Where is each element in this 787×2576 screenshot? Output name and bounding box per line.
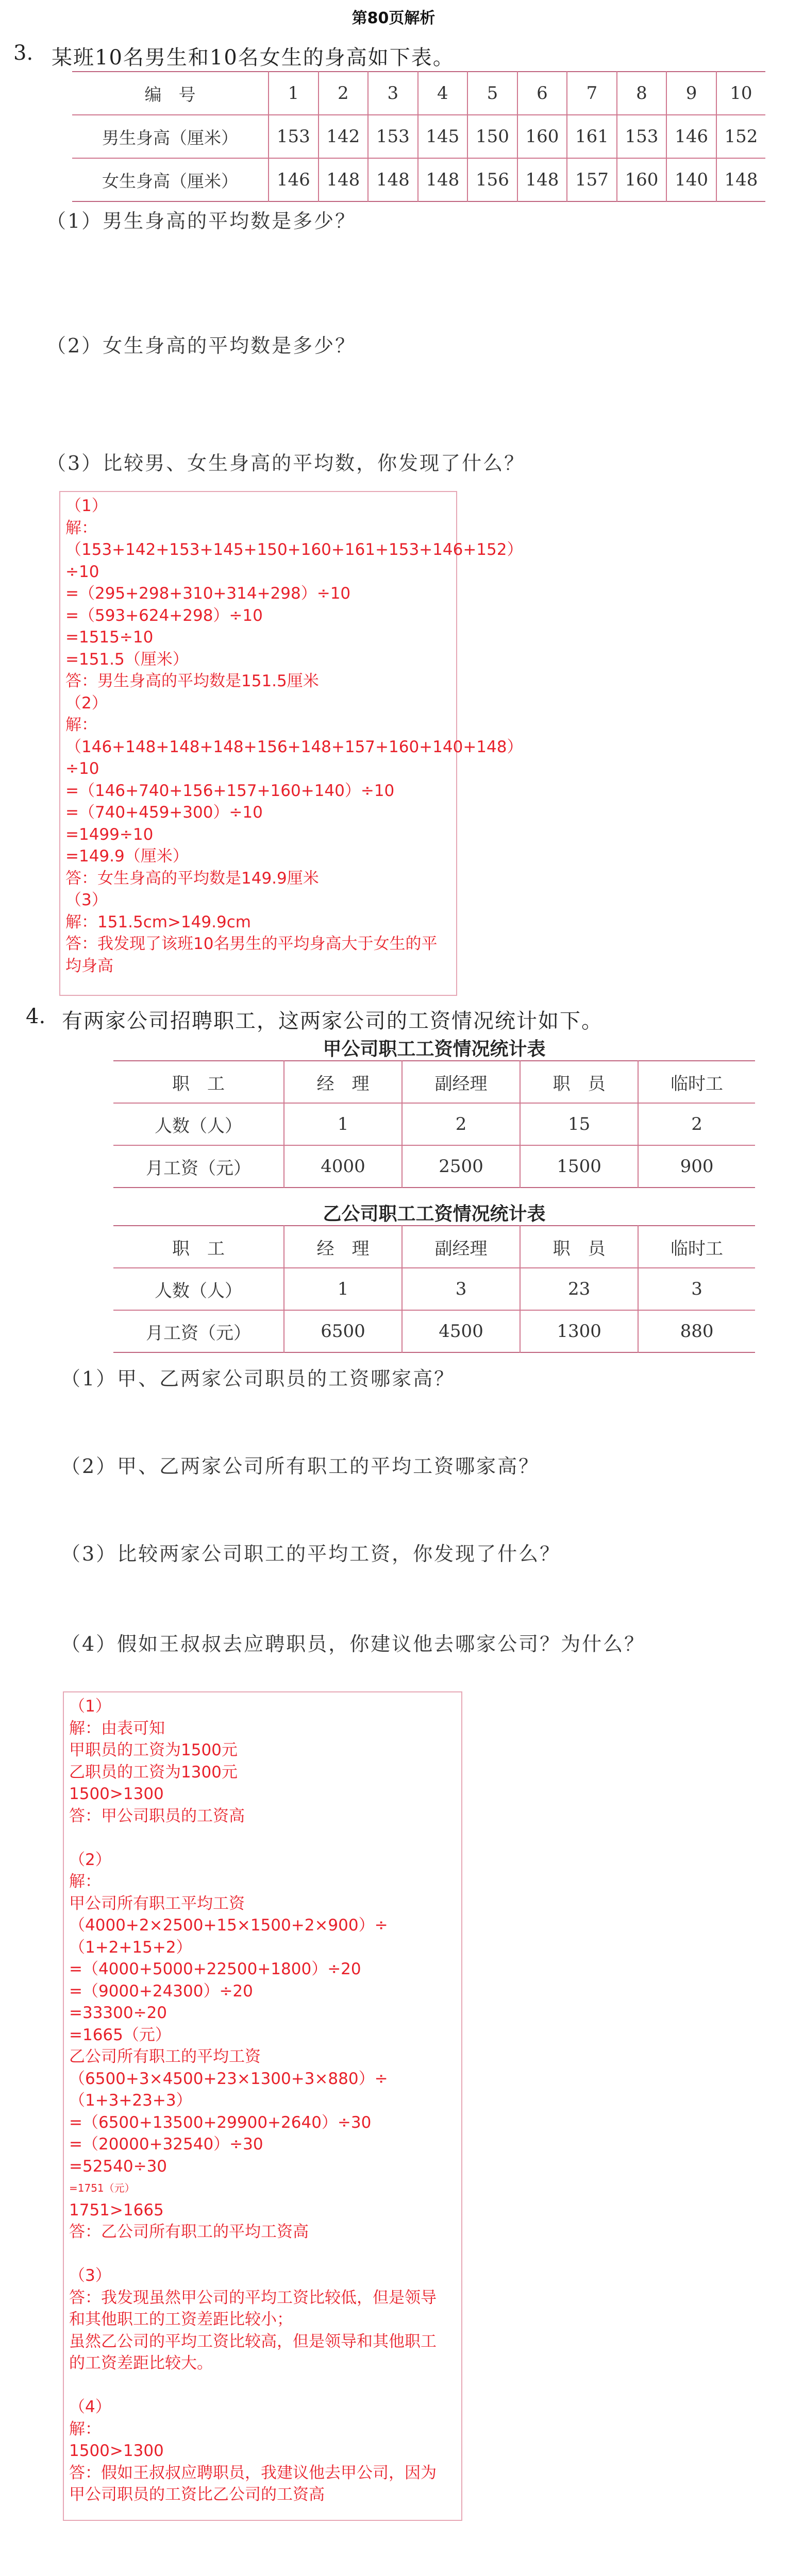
table-cell: 153 — [269, 115, 319, 158]
table-cell: 4500 — [402, 1310, 520, 1352]
question-4-sub-2: （2）甲、乙两家公司所有职工的平均工资哪家高？ — [61, 1455, 540, 1478]
answer-line: 解： — [65, 518, 97, 537]
answer-line: =（295+298+310+314+298）÷10 — [65, 584, 351, 603]
question-3-text: 某班10名男生和10名女生的身高如下表。 — [52, 46, 455, 70]
table-cell: 8 — [617, 72, 667, 115]
answer-line: =52540÷30 — [69, 2157, 168, 2176]
table-cell: 7 — [567, 72, 617, 115]
table-cell: 156 — [467, 158, 517, 201]
table-cell: 职 工 — [113, 1226, 284, 1268]
answer-line: （1+2+15+2） — [69, 1938, 192, 1957]
answer-line: 1751>1665 — [69, 2200, 164, 2219]
company-a-wage-table — [113, 1060, 755, 1188]
table-cell: 职 员 — [520, 1061, 638, 1103]
question-4-text: 有两家公司招聘职工，这两家公司的工资情况统计如下。 — [62, 1009, 603, 1033]
answer-line: 答：假如王叔叔应聘职员，我建议他去甲公司，因为 — [69, 2463, 437, 2482]
page-title: 第80页解析 — [351, 9, 436, 27]
question-4-number: 4. — [26, 1005, 46, 1028]
height-table — [72, 71, 765, 202]
table-cell: 23 — [520, 1268, 638, 1310]
answer-line: =（4000+5000+22500+1800）÷20 — [69, 1960, 361, 1978]
table-cell: 临时工 — [638, 1226, 755, 1268]
answer-line — [69, 1827, 456, 1849]
table-cell: 148 — [517, 158, 567, 201]
table-cell: 男生身高（厘米） — [72, 115, 269, 158]
table-cell: 150 — [467, 115, 517, 158]
answer-line: 甲公司所有职工平均工资 — [69, 1894, 245, 1913]
answer-line: 解： — [69, 1872, 101, 1891]
answer-line: （146+148+148+148+156+148+157+160+140+148） — [65, 737, 523, 756]
table-row — [113, 1145, 755, 1188]
table-cell: 1 — [284, 1268, 402, 1310]
answer-line: 解： — [65, 716, 97, 734]
table-cell: 职 工 — [113, 1061, 284, 1103]
question-3-answer-box — [59, 491, 523, 996]
table-cell: 2 — [638, 1103, 755, 1145]
table-cell: 副经理 — [402, 1226, 520, 1268]
table-cell: 160 — [617, 158, 667, 201]
table-cell: 146 — [666, 115, 716, 158]
table-cell: 女生身高（厘米） — [102, 171, 238, 191]
table-cell: 3 — [638, 1268, 755, 1310]
answer-line: 乙公司所有职工的平均工资 — [69, 2047, 261, 2066]
answer-line: （3） — [65, 891, 108, 909]
table-row — [113, 1103, 755, 1145]
question-4-sub-1: （1）甲、乙两家公司职员的工资哪家高？ — [61, 1367, 456, 1390]
table-cell: 140 — [666, 158, 716, 201]
table-cell: 10 — [716, 72, 765, 115]
table-cell: 临时工 — [638, 1061, 755, 1103]
table-header-row — [113, 1226, 755, 1268]
table-cell: 职 员 — [520, 1226, 638, 1268]
answer-line: （2） — [69, 1850, 111, 1869]
table-row — [113, 1310, 755, 1352]
table-b-title: 乙公司职工工资情况统计表 — [323, 1204, 546, 1225]
answer-line: ÷10 — [65, 759, 99, 778]
question-4-answer-box — [63, 1691, 462, 2521]
table-cell: 月工资（元） — [146, 1158, 251, 1179]
answer-line: （4） — [69, 2398, 111, 2416]
answer-line: 解：由表可知 — [69, 1719, 165, 1738]
table-cell: 161 — [567, 115, 617, 158]
table-header-row — [72, 72, 765, 115]
table-cell: 副经理 — [402, 1061, 520, 1103]
table-row — [72, 158, 765, 201]
answer-line: 答：我发现虽然甲公司的平均工资比较低，但是领导 — [69, 2288, 437, 2307]
table-cell: 880 — [638, 1310, 755, 1352]
table-cell: 153 — [617, 115, 667, 158]
table-cell: 3 — [368, 72, 418, 115]
table-cell: 153 — [368, 115, 418, 158]
table-cell: 人数（人） — [113, 1268, 284, 1310]
answer-line: 答：女生身高的平均数是149.9厘米 — [65, 869, 319, 888]
question-3-sub-2: （2）女生身高的平均数是多少？ — [46, 334, 357, 357]
answer-line: =（9000+24300）÷20 — [69, 1981, 253, 2001]
table-cell: 2500 — [402, 1145, 520, 1188]
question-3-number: 3. — [13, 41, 34, 65]
table-a-title: 甲公司职工工资情况统计表 — [323, 1039, 546, 1060]
answer-line: 解： — [69, 2419, 101, 2438]
answer-line: （1） — [69, 1697, 111, 1716]
answer-line: =33300÷20 — [69, 2004, 168, 2022]
table-cell: 编 号 — [72, 72, 269, 115]
answer-line: （1+3+23+3） — [69, 2091, 192, 2110]
table-cell: 145 — [418, 115, 468, 158]
table-cell: 152 — [716, 115, 765, 158]
table-cell: 月工资（元） — [146, 1323, 251, 1344]
table-cell: 160 — [517, 115, 567, 158]
table-cell: 9 — [666, 72, 716, 115]
answer-line: =（6500+13500+29900+2640）÷30 — [69, 2113, 372, 2132]
table-cell: 人数（人） — [113, 1103, 284, 1145]
table-cell: 1 — [284, 1103, 402, 1145]
answer-line: （6500+3×4500+23×1300+3×880）÷ — [69, 2069, 388, 2088]
answer-line: =1751（元） — [69, 2182, 135, 2194]
answer-line: ÷10 — [65, 562, 99, 581]
table-cell: 148 — [716, 158, 765, 201]
table-cell: 157 — [567, 158, 617, 201]
table-cell: 经 理 — [284, 1226, 402, 1268]
answer-line — [69, 2243, 456, 2265]
table-cell: 148 — [418, 158, 468, 201]
table-cell: 1 — [269, 72, 319, 115]
table-cell: 4 — [418, 72, 468, 115]
question-4-sub-3: （3）比较两家公司职工的平均工资，你发现了什么？ — [61, 1543, 561, 1565]
answer-line: 答：甲公司职员的工资高 — [69, 1806, 245, 1825]
answer-line: =151.5（厘米） — [65, 650, 189, 669]
answer-line: （2） — [65, 693, 108, 713]
table-cell: 1300 — [520, 1310, 638, 1352]
answer-line: =1665（元） — [69, 2025, 171, 2044]
answer-line: 的工资差距比较大。 — [69, 2354, 213, 2372]
table-cell: 148 — [368, 158, 418, 201]
answer-line: 解：151.5cm>149.9cm — [65, 912, 251, 931]
table-cell: 6500 — [284, 1310, 402, 1352]
answer-line: 均身高 — [65, 956, 113, 975]
answer-line: 答：男生身高的平均数是151.5厘米 — [65, 672, 319, 690]
answer-line: =（593+624+298）÷10 — [65, 606, 263, 625]
answer-line: =149.9（厘米） — [65, 847, 189, 866]
answer-line: （1） — [65, 497, 108, 515]
answer-line: 乙职员的工资为1300元 — [69, 1762, 238, 1782]
answer-line: 甲公司职员的工资比乙公司的工资高 — [69, 2485, 325, 2504]
table-row — [72, 115, 765, 158]
answer-line: （3） — [69, 2266, 111, 2285]
answer-line: 答：乙公司所有职工的平均工资高 — [69, 2223, 309, 2241]
table-cell: 1500 — [520, 1145, 638, 1188]
answer-line: 答：我发现了该班10名男生的平均身高大于女生的平 — [65, 935, 438, 953]
table-cell: 2 — [319, 72, 369, 115]
table-cell: 4000 — [284, 1145, 402, 1188]
answer-line: =（20000+32540）÷30 — [69, 2135, 263, 2154]
table-row — [113, 1268, 755, 1310]
table-cell: 5 — [467, 72, 517, 115]
question-3-sub-1: （1）男生身高的平均数是多少？ — [46, 210, 357, 232]
table-cell: 3 — [402, 1268, 520, 1310]
company-b-wage-table — [113, 1225, 755, 1353]
table-cell: 148 — [319, 158, 369, 201]
answer-line: =1499÷10 — [65, 825, 154, 844]
table-header-row — [113, 1061, 755, 1103]
answer-line: 1500>1300 — [69, 1785, 164, 1803]
table-cell: 6 — [517, 72, 567, 115]
table-cell: 15 — [520, 1103, 638, 1145]
answer-line: =1515÷10 — [65, 628, 154, 647]
answer-line — [69, 2375, 456, 2397]
table-cell: 142 — [319, 115, 369, 158]
answer-line: 虽然乙公司的平均工资比较高，但是领导和其他职工 — [69, 2332, 437, 2351]
answer-line: （4000+2×2500+15×1500+2×900）÷ — [69, 1916, 388, 1935]
question-4-sub-4: （4）假如王叔叔去应聘职员，你建议他去哪家公司？为什么？ — [61, 1633, 646, 1655]
table-cell: 146 — [269, 158, 319, 201]
answer-line: =（740+459+300）÷10 — [65, 803, 263, 822]
answer-line: =（146+740+156+157+160+140）÷10 — [65, 781, 395, 800]
answer-line: （153+142+153+145+150+160+161+153+146+152） — [65, 540, 523, 559]
table-cell: 2 — [402, 1103, 520, 1145]
question-3-sub-3: （3）比较男、女生身高的平均数，你发现了什么？ — [46, 452, 526, 474]
answer-line: 甲职员的工资为1500元 — [69, 1741, 238, 1759]
answer-line: 和其他职工的工资差距比较小； — [69, 2310, 293, 2329]
table-cell: 900 — [638, 1145, 755, 1188]
answer-line: 1500>1300 — [69, 2442, 164, 2460]
table-cell: 经 理 — [284, 1061, 402, 1103]
